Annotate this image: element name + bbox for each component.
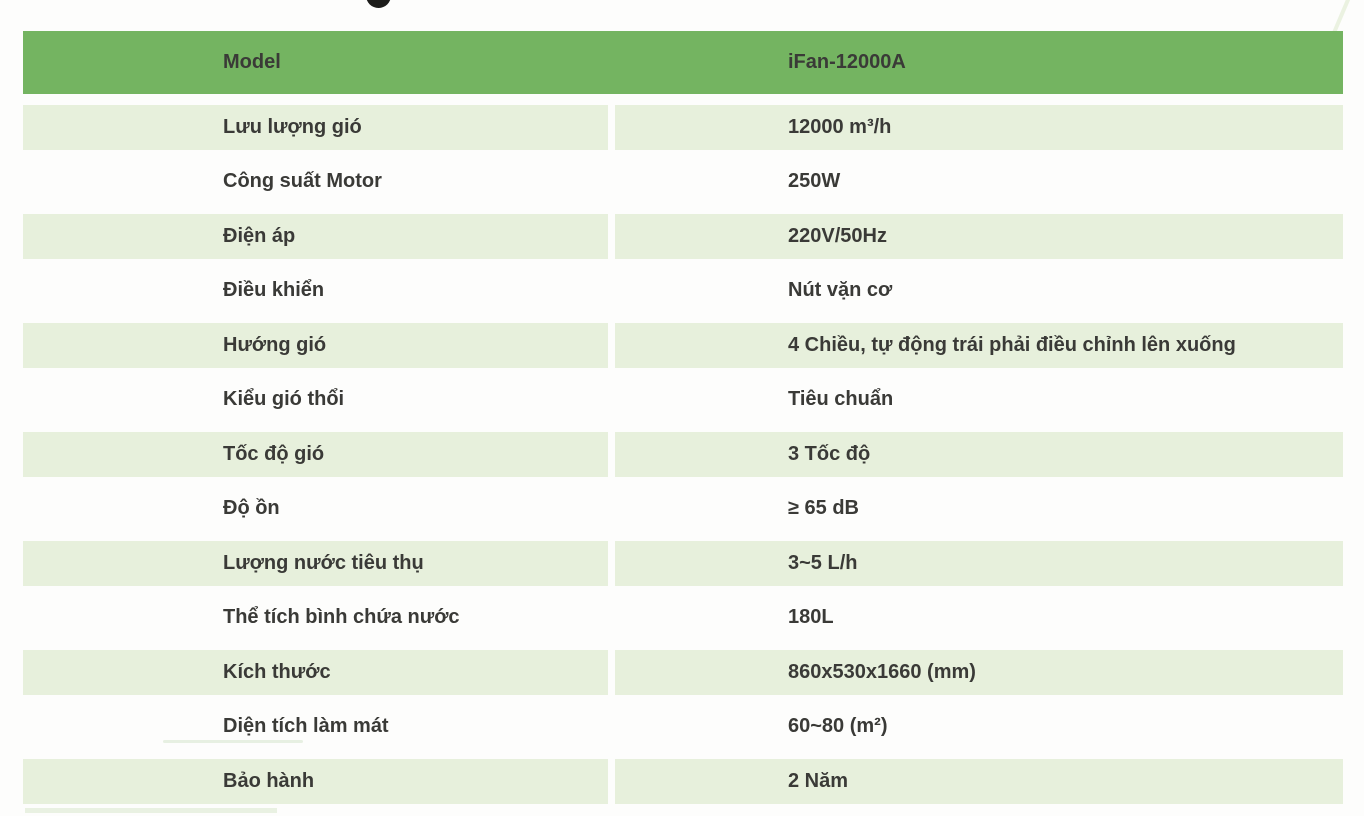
spec-label: Độ ồn [223, 497, 280, 520]
spec-value-cell [615, 596, 1343, 641]
spec-label: Hướng gió [223, 333, 327, 356]
spec-value: 3~5 L/h [788, 551, 858, 574]
spec-label-cell [23, 160, 608, 205]
spec-label-cell [23, 487, 608, 532]
spec-row [23, 645, 1343, 700]
spec-label-cell [23, 596, 608, 641]
spec-row [23, 264, 1343, 319]
spec-label-cell [23, 269, 608, 314]
spec-label: Điện áp [223, 224, 296, 247]
spec-value: Tiêu chuẩn [788, 388, 894, 411]
spec-value: 220V/50Hz [788, 224, 887, 247]
spec-row [23, 482, 1343, 537]
spec-value: 860x530x1660 (mm) [788, 660, 976, 683]
spec-label-cell [23, 323, 608, 368]
spec-label: Diện tích làm mát [223, 715, 389, 738]
spec-row [23, 100, 1343, 155]
spec-value-cell [615, 269, 1343, 314]
spec-label: Kích thước [223, 660, 331, 683]
spec-label: Kiểu gió thổi [223, 388, 345, 411]
spec-label: Công suất Motor [223, 170, 382, 193]
spec-label: Lưu lượng gió [223, 115, 362, 138]
spec-table-header-row [23, 31, 1343, 94]
spec-label: Điều khiển [223, 279, 325, 302]
cropped-title-glyph-fragment [366, 0, 391, 8]
faint-artifact-line [163, 740, 303, 743]
header-model-label: Model [223, 51, 281, 73]
spec-value-cell [615, 487, 1343, 532]
spec-value-cell [615, 323, 1343, 368]
spec-value: 180L [788, 606, 834, 629]
spec-label: Bảo hành [223, 769, 315, 792]
spec-value-cell [615, 650, 1343, 695]
spec-table [23, 31, 1343, 809]
spec-label: Tốc độ gió [223, 442, 325, 465]
spec-value: 3 Tốc độ [788, 442, 871, 465]
spec-row [23, 700, 1343, 755]
spec-value: Nút vặn cơ [788, 279, 893, 302]
header-label-cell [23, 31, 608, 94]
spec-label-cell [23, 432, 608, 477]
header-model-value: iFan-12000A [788, 51, 906, 73]
spec-row [23, 318, 1343, 373]
spec-table-body [23, 100, 1343, 809]
spec-label: Thể tích bình chứa nước [223, 606, 460, 629]
spec-label-cell [23, 105, 608, 150]
spec-row [23, 536, 1343, 591]
spec-row [23, 209, 1343, 264]
spec-label: Lượng nước tiêu thụ [223, 551, 424, 574]
spec-value: 4 Chiều, tự động trái phải điều chỉnh lên xuống [788, 333, 1236, 356]
spec-row [23, 427, 1343, 482]
spec-label-cell [23, 214, 608, 259]
spec-value-cell [615, 705, 1343, 750]
spec-value-cell [615, 759, 1343, 804]
spec-label-cell [23, 378, 608, 423]
spec-value: 60~80 (m²) [788, 715, 888, 738]
spec-value-cell [615, 214, 1343, 259]
spec-value-cell [615, 378, 1343, 423]
spec-label-cell [23, 650, 608, 695]
spec-value: 2 Năm [788, 769, 849, 792]
spec-value-cell [615, 160, 1343, 205]
spec-value: ≥ 65 dB [788, 497, 859, 520]
spec-label-cell [23, 705, 608, 750]
spec-row [23, 754, 1343, 809]
header-value-cell [615, 31, 1343, 94]
cropped-next-row-fragment [25, 808, 277, 813]
spec-label-cell [23, 759, 608, 804]
spec-value: 250W [788, 170, 841, 193]
spec-value: 12000 m³/h [788, 115, 892, 138]
spec-value-cell [615, 541, 1343, 586]
spec-row [23, 373, 1343, 428]
spec-value-cell [615, 105, 1343, 150]
spec-label-cell [23, 541, 608, 586]
spec-value-cell [615, 432, 1343, 477]
spec-row [23, 155, 1343, 210]
spec-row [23, 591, 1343, 646]
